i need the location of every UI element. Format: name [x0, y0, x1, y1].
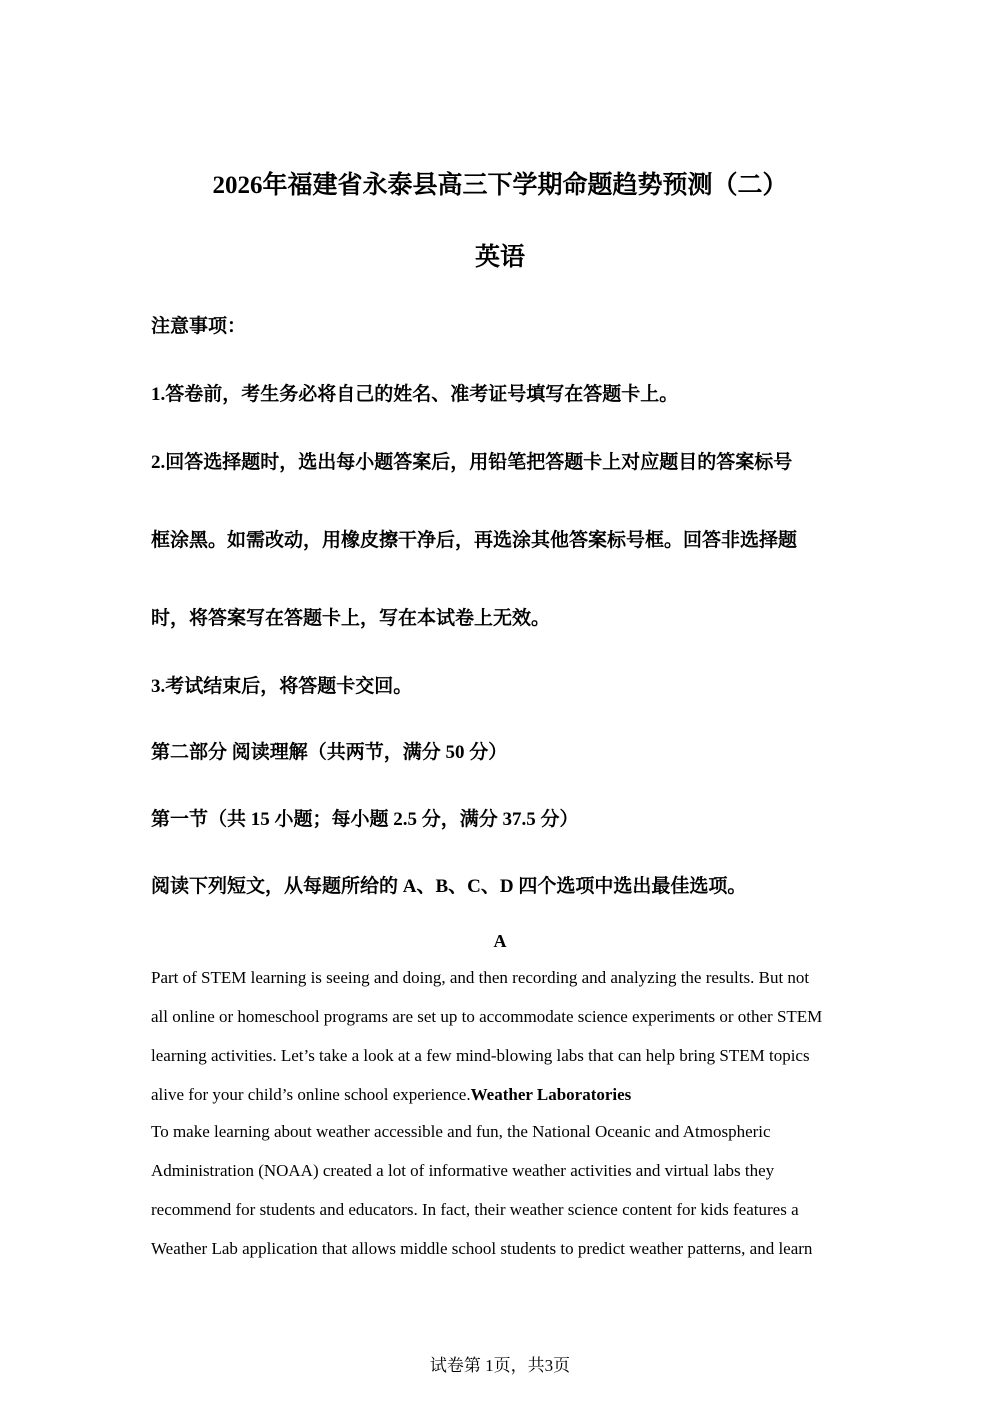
notice-item-2-line-3: 时，将答案写在答题卡上，写在本试卷上无效。 — [151, 608, 551, 629]
passage-line: Administration (NOAA) created a lot of informative weather activities and virtual labs they — [151, 1161, 775, 1180]
passage-line: Weather Lab application that allows middle school students to predict weather patterns, and learn — [151, 1239, 813, 1258]
passage-subheading: Weather Laboratories — [470, 1085, 632, 1104]
passage-line: learning activities. Let’s take a look at a few mind-blowing labs that can help bring STEM topics — [151, 1046, 810, 1065]
passage-line: To make learning about weather accessible and fun, the National Oceanic and Atmospheric — [151, 1122, 771, 1141]
passage-line: recommend for students and educators. In fact, their weather science content for kids features a — [151, 1200, 799, 1219]
passage-line-text: alive for your child’s online school experience. — [151, 1085, 471, 1104]
notice-item-1: 1.答卷前，考生务必将自己的姓名、准考证号填写在答题卡上。 — [151, 384, 679, 405]
notice-heading: 注意事项： — [151, 316, 247, 337]
passage-line: all online or homeschool programs are set up to accommodate science experiments or other STEM — [151, 1007, 823, 1026]
notice-item-3: 3.考试结束后，将答题卡交回。 — [151, 676, 413, 697]
page-footer: 试卷第 1页，共3页 — [429, 1356, 571, 1375]
subject-title: 英语 — [474, 244, 525, 271]
notice-item-2-line-1: 2.回答选择题时，选出每小题答案后，用铅笔把答题卡上对应题目的答案标号 — [151, 452, 793, 473]
passage-label: A — [493, 931, 507, 951]
section-heading: 第一节（共 15 小题；每小题 2.5 分，满分 37.5 分） — [151, 809, 579, 830]
passage-line — [151, 1083, 861, 1107]
notice-item-2-line-2: 框涂黑。如需改动，用橡皮擦干净后，再选涂其他答案标号框。回答非选择题 — [151, 530, 798, 551]
exam-title: 2026年福建省永泰县高三下学期命题趋势预测（二） — [212, 172, 788, 199]
reading-instruction: 阅读下列短文，从每题所给的 A、B、C、D 四个选项中选出最佳选项。 — [151, 876, 747, 897]
passage-line: Part of STEM learning is seeing and doing, and then recording and analyzing the results. But not — [151, 968, 810, 987]
part-heading: 第二部分 阅读理解（共两节，满分 50 分） — [151, 742, 508, 763]
